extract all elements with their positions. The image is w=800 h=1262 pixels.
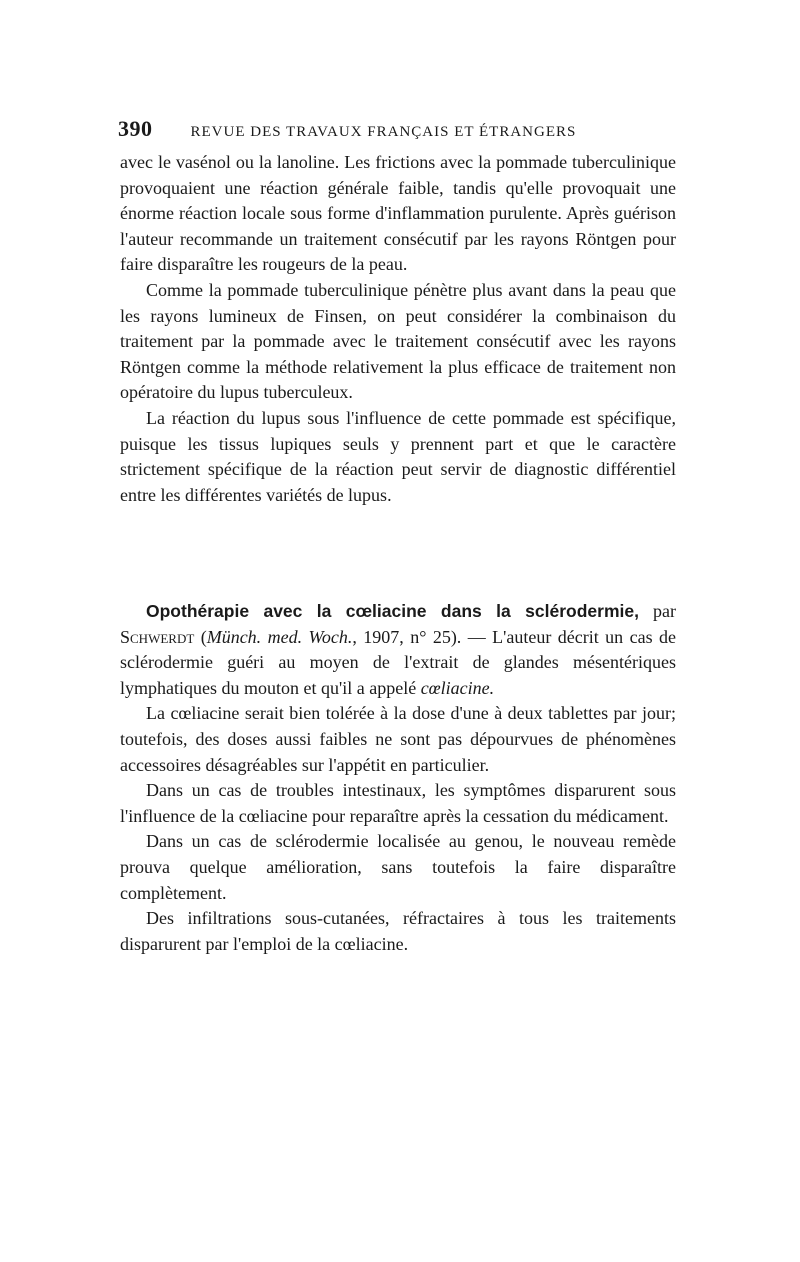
paragraph: Dans un cas de sclérodermie localisée au genou, le nouveau remède prouva quelque amélioration, sans toutefois la faire disparaître complètement. [120, 831, 676, 903]
citation-rest: , 1907, n° 25). [352, 626, 462, 647]
article-title: Opothérapie avec la cœliacine dans la sclérodermie, [146, 601, 639, 621]
citation-open: ( [200, 626, 207, 647]
running-title: REVUE DES TRAVAUX FRANÇAIS ET ÉTRANGERS [190, 124, 577, 140]
paragraph: avec le vasénol ou la lanoline. Les frictions avec la pommade tuberculinique provoquaient une réaction générale faible, tandis qu'elle provoquait une énorme réaction locale sous forme d'inflammation purulente. Après guérison l'auteur recommande un traitement consécutif par les rayons Röntgen pour faire disparaître les rougeurs de la peau. [120, 152, 676, 275]
article-opotherapie [120, 599, 676, 957]
intro-text: — L'auteur décrit un cas de sclérodermie guéri au moyen de l'extrait de glandes mésentériques lymphatiques du mouton et qu'il a appelé [120, 626, 676, 698]
paragraph: Des infiltrations sous-cutanées, réfractaires à tous les traitements disparurent par l'emploi de la cœliacine. [120, 908, 676, 954]
page-number: 390 [118, 116, 153, 141]
journal-name: Münch. med. Woch. [206, 626, 353, 647]
author-name: Schwerdt [120, 626, 195, 647]
paragraph: La cœliacine serait bien tolérée à la dose d'une à deux tablettes par jour; toutefois, des doses aussi faibles ne sont pas dépourvues de phénomènes accessoires désagréables sur l'appétit en particulier. [120, 703, 676, 775]
paragraph: La réaction du lupus sous l'influence de cette pommade est spécifique, puisque les tissus lupiques seuls y prennent part et que le caractère strictement spécifique de la réaction peut servir de diagnostic différentiel entre les différentes variétés de lupus. [120, 407, 676, 505]
by-word: par [653, 601, 676, 621]
paragraph: Dans un cas de troubles intestinaux, les symptômes disparurent sous l'influence de la cœliacine pour reparaître après la cessation du médicament. [120, 780, 676, 826]
term-italic: cœliacine. [420, 677, 495, 698]
page-header [118, 116, 678, 142]
continued-article [120, 150, 676, 508]
paragraph: Comme la pommade tuberculinique pénètre plus avant dans la peau que les rayons lumineux de Finsen, on peut considérer la combinaison du traitement par la pommade avec le traitement consécutif avec les rayons Röntgen comme la méthode relativement la plus efficace de traitement non opératoire du lupus tuberculeux. [120, 279, 676, 403]
article-heading-paragraph [120, 599, 676, 701]
